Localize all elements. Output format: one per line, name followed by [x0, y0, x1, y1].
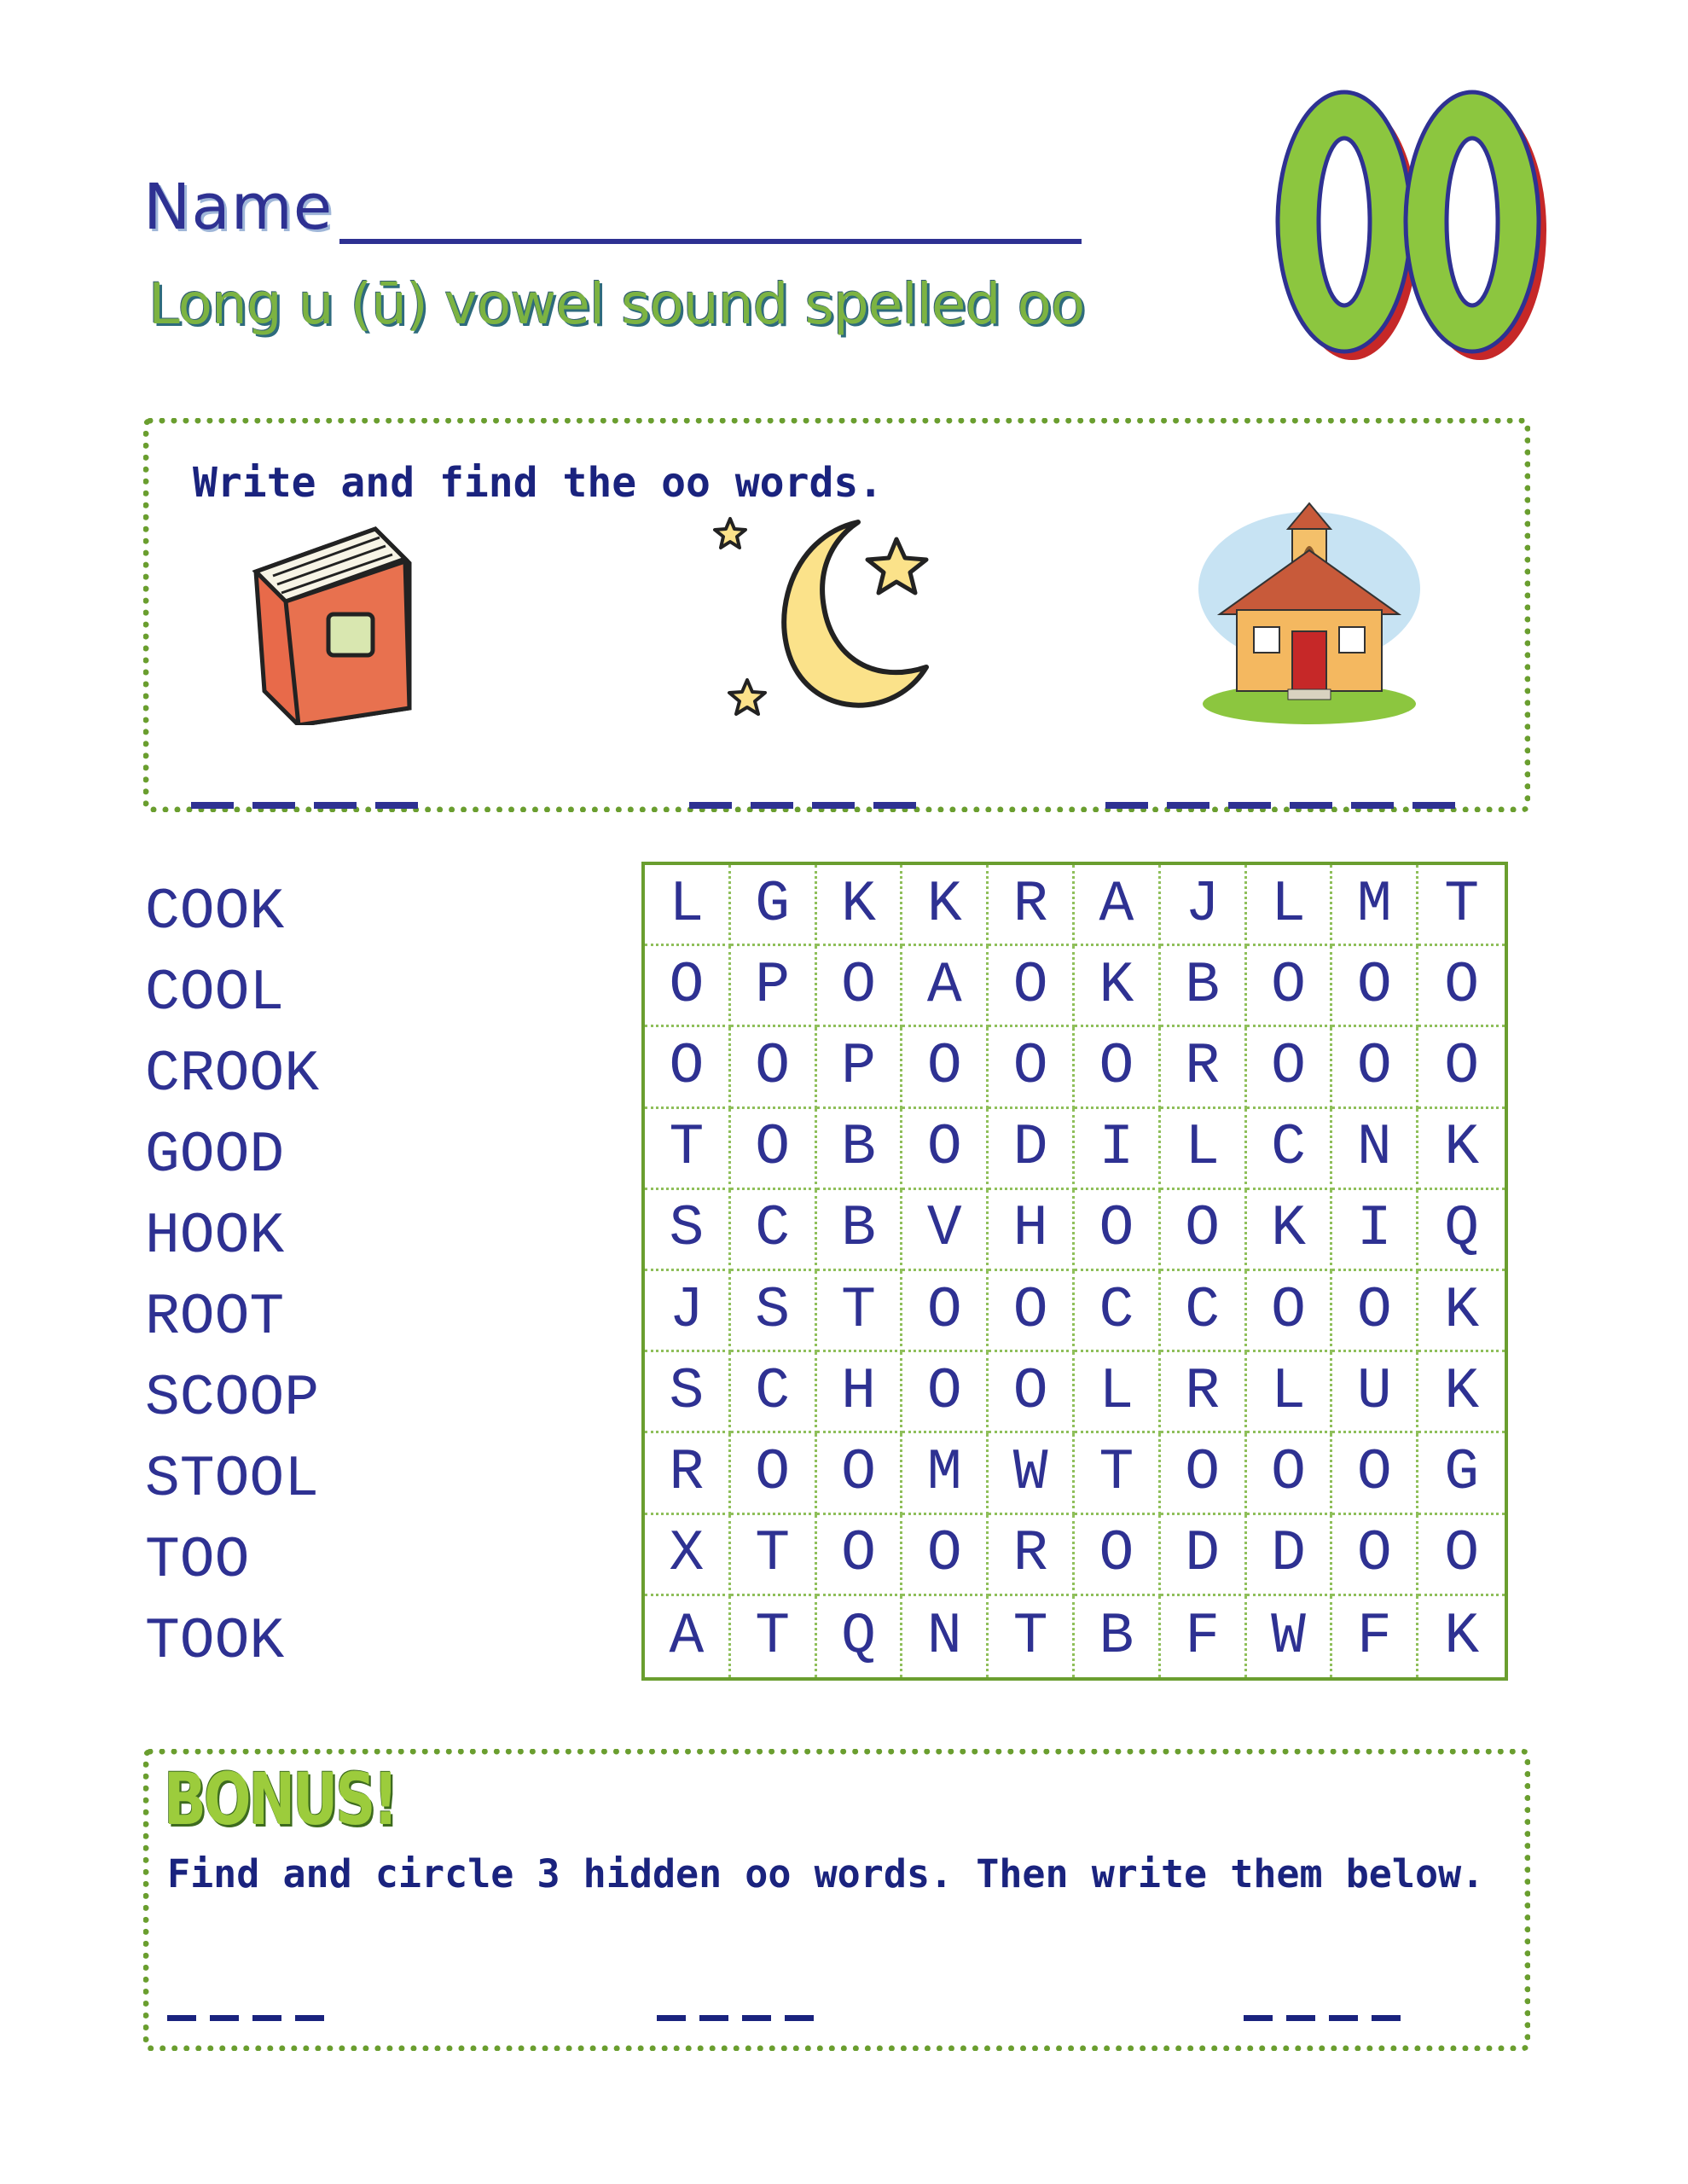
grid-cell[interactable]: J — [1161, 865, 1247, 946]
grid-cell[interactable]: G — [731, 865, 817, 946]
grid-cell[interactable]: K — [1418, 1109, 1505, 1190]
grid-cell[interactable]: C — [1247, 1109, 1333, 1190]
book-icon — [247, 512, 426, 725]
grid-cell[interactable]: T — [817, 1271, 903, 1352]
grid-cell[interactable]: B — [817, 1109, 903, 1190]
grid-cell[interactable]: O — [731, 1027, 817, 1108]
grid-cell[interactable]: C — [1075, 1271, 1161, 1352]
grid-cell[interactable]: O — [817, 1515, 903, 1596]
grid-cell[interactable]: K — [1418, 1352, 1505, 1433]
grid-cell[interactable]: T — [989, 1596, 1075, 1677]
grid-cell[interactable]: O — [902, 1515, 989, 1596]
grid-cell[interactable]: O — [989, 1352, 1075, 1433]
grid-cell[interactable]: J — [645, 1271, 731, 1352]
grid-cell[interactable]: C — [731, 1190, 817, 1271]
grid-cell[interactable]: O — [1418, 1027, 1505, 1108]
grid-cell[interactable]: D — [1247, 1515, 1333, 1596]
grid-cell[interactable]: D — [989, 1109, 1075, 1190]
grid-cell[interactable]: O — [989, 1271, 1075, 1352]
grid-cell[interactable]: R — [1161, 1027, 1247, 1108]
grid-cell[interactable]: F — [1161, 1596, 1247, 1677]
bonus-title: BONUS! — [164, 1757, 397, 1841]
moon-icon — [713, 505, 943, 727]
grid-cell[interactable]: P — [731, 946, 817, 1027]
grid-cell[interactable]: C — [731, 1352, 817, 1433]
grid-cell[interactable]: S — [645, 1352, 731, 1433]
grid-cell[interactable]: T — [731, 1515, 817, 1596]
list-item: COOK — [145, 880, 285, 945]
grid-cell[interactable]: O — [1332, 1027, 1418, 1108]
grid-cell[interactable]: O — [902, 1109, 989, 1190]
bonus-answer-blanks-1[interactable] — [167, 2015, 324, 2021]
worksheet-subtitle: Long u (ū) vowel sound spelled oo — [148, 271, 1085, 337]
word-search-grid[interactable] — [641, 862, 1508, 1681]
instruction-text: Write and find the oo words. — [193, 459, 884, 507]
book-answer-blanks[interactable] — [191, 802, 418, 809]
big-oo-letters — [1271, 60, 1552, 375]
grid-cell[interactable]: O — [989, 946, 1075, 1027]
grid-cell[interactable]: U — [1332, 1352, 1418, 1433]
grid-cell[interactable]: I — [1075, 1109, 1161, 1190]
grid-cell[interactable]: H — [817, 1352, 903, 1433]
grid-cell[interactable]: O — [1075, 1515, 1161, 1596]
grid-cell[interactable]: D — [1161, 1515, 1247, 1596]
grid-cell[interactable]: G — [1418, 1433, 1505, 1514]
grid-cell[interactable]: O — [902, 1271, 989, 1352]
grid-cell[interactable]: F — [1332, 1596, 1418, 1677]
name-label: Name — [143, 171, 334, 244]
grid-cell[interactable]: L — [645, 865, 731, 946]
grid-cell[interactable]: T — [731, 1596, 817, 1677]
list-item: CROOK — [145, 1042, 320, 1107]
list-item: COOL — [145, 961, 285, 1026]
list-item: STOOL — [145, 1447, 320, 1513]
grid-cell[interactable]: X — [645, 1515, 731, 1596]
bonus-answer-blanks-2[interactable] — [657, 2015, 814, 2021]
list-item: HOOK — [145, 1204, 285, 1269]
grid-cell[interactable]: O — [1247, 1027, 1333, 1108]
grid-cell[interactable]: A — [645, 1596, 731, 1677]
grid-cell[interactable]: L — [1247, 865, 1333, 946]
grid-cell[interactable]: K — [1075, 946, 1161, 1027]
grid-cell[interactable]: R — [645, 1433, 731, 1514]
grid-cell[interactable]: L — [1161, 1109, 1247, 1190]
grid-cell[interactable]: O — [1332, 946, 1418, 1027]
grid-cell[interactable]: P — [817, 1027, 903, 1108]
bonus-instruction: Find and circle 3 hidden oo words. Then write them below. — [167, 1851, 1485, 1896]
bonus-answer-blanks-3[interactable] — [1244, 2015, 1401, 2021]
moon-answer-blanks[interactable] — [689, 802, 916, 809]
grid-cell[interactable]: O — [1161, 1190, 1247, 1271]
grid-cell[interactable]: R — [1161, 1352, 1247, 1433]
grid-cell[interactable]: O — [1161, 1433, 1247, 1514]
grid-cell[interactable]: K — [817, 865, 903, 946]
grid-cell[interactable]: I — [1332, 1190, 1418, 1271]
grid-cell[interactable]: O — [645, 946, 731, 1027]
grid-cell[interactable]: A — [1075, 865, 1161, 946]
grid-cell[interactable]: O — [731, 1433, 817, 1514]
grid-cell[interactable]: T — [1075, 1433, 1161, 1514]
grid-cell[interactable]: K — [1247, 1190, 1333, 1271]
grid-cell[interactable]: W — [989, 1433, 1075, 1514]
grid-cell[interactable]: M — [902, 1433, 989, 1514]
grid-cell[interactable]: O — [1247, 1433, 1333, 1514]
grid-cell[interactable]: O — [1332, 1271, 1418, 1352]
grid-cell[interactable]: O — [645, 1027, 731, 1108]
grid-cell[interactable]: O — [731, 1109, 817, 1190]
name-blank-line[interactable] — [339, 239, 1082, 244]
grid-cell[interactable]: W — [1247, 1596, 1333, 1677]
grid-cell[interactable]: N — [1332, 1109, 1418, 1190]
grid-cell[interactable]: O — [817, 1433, 903, 1514]
grid-cell[interactable]: O — [1075, 1190, 1161, 1271]
grid-cell[interactable]: O — [1247, 1271, 1333, 1352]
list-item: TOO — [145, 1528, 250, 1594]
grid-cell[interactable]: S — [645, 1190, 731, 1271]
grid-cell[interactable]: K — [1444, 1603, 1479, 1670]
grid-cell[interactable]: T — [1418, 865, 1505, 946]
grid-cell[interactable]: A — [902, 946, 989, 1027]
grid-cell[interactable]: N — [902, 1596, 989, 1677]
grid-cell[interactable]: O — [1247, 946, 1333, 1027]
grid-cell[interactable]: R — [989, 1515, 1075, 1596]
school-answer-blanks[interactable] — [1105, 802, 1455, 809]
grid-cell[interactable]: L — [1247, 1352, 1333, 1433]
grid-cell[interactable]: O — [902, 1352, 989, 1433]
list-item: GOOD — [145, 1123, 285, 1188]
list-item: ROOT — [145, 1285, 285, 1350]
grid-cell[interactable]: O — [1418, 1515, 1505, 1596]
grid-cell[interactable]: Q — [817, 1596, 903, 1677]
grid-cell[interactable]: O — [989, 1027, 1075, 1108]
grid-cell[interactable]: O — [1332, 1433, 1418, 1514]
grid-cell[interactable]: O — [1332, 1515, 1418, 1596]
grid-cell[interactable]: B — [1161, 946, 1247, 1027]
list-item: SCOOP — [145, 1366, 320, 1432]
grid-cell[interactable]: H — [989, 1190, 1075, 1271]
grid-cell[interactable]: T — [645, 1109, 731, 1190]
grid-cell[interactable]: O — [1075, 1027, 1161, 1108]
grid-cell[interactable]: M — [1332, 865, 1418, 946]
grid-cell[interactable]: O — [1418, 946, 1505, 1027]
grid-cell[interactable]: V — [902, 1190, 989, 1271]
grid-cell[interactable]: S — [731, 1271, 817, 1352]
word-list — [145, 872, 319, 1682]
school-icon — [1194, 495, 1424, 725]
grid-cell[interactable]: L — [1075, 1352, 1161, 1433]
grid-cell[interactable]: Q — [1418, 1190, 1505, 1271]
grid-cell[interactable]: R — [989, 865, 1075, 946]
grid-cell[interactable]: O — [817, 946, 903, 1027]
grid-cell[interactable]: B — [1075, 1596, 1161, 1677]
grid-cell[interactable]: K — [1418, 1271, 1505, 1352]
grid-cell[interactable]: B — [817, 1190, 903, 1271]
grid-cell[interactable]: O — [902, 1027, 989, 1108]
grid-cell[interactable]: C — [1161, 1271, 1247, 1352]
list-item: TOOK — [145, 1609, 285, 1675]
grid-cell[interactable]: K — [902, 865, 989, 946]
